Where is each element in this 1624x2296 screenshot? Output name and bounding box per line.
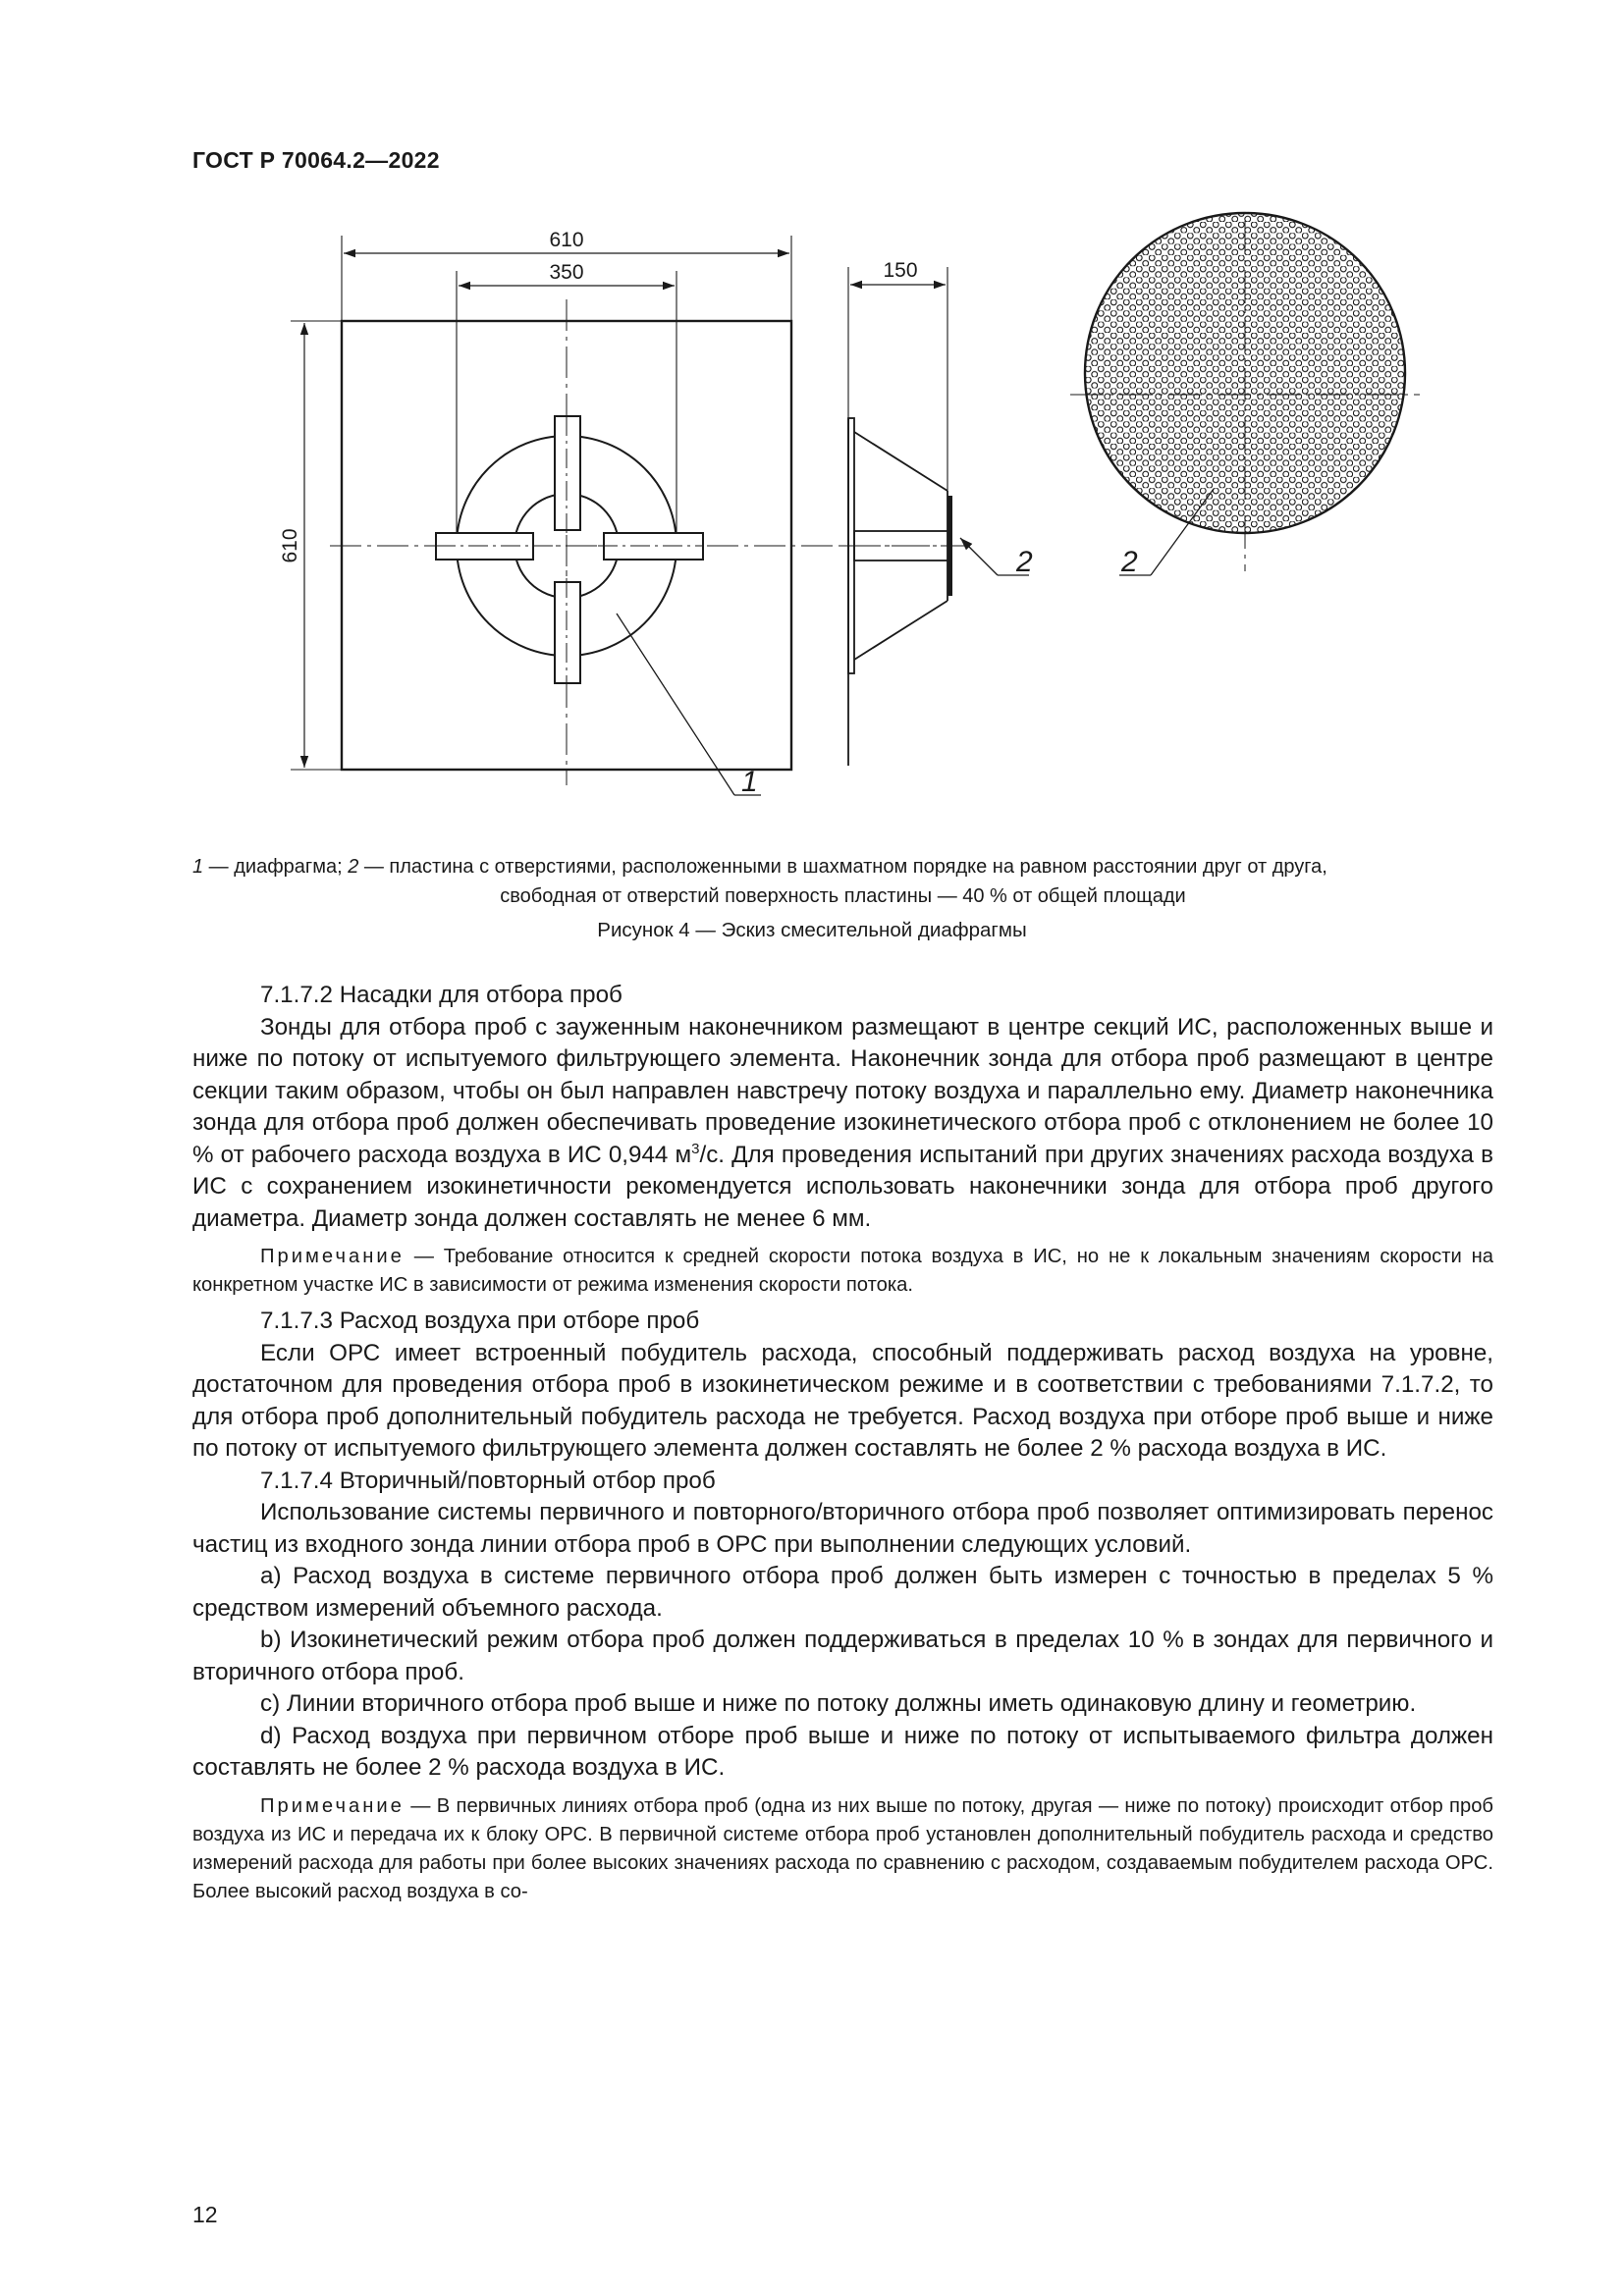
heading-7-1-7-2: 7.1.7.2 Насадки для отбора проб bbox=[260, 982, 623, 1008]
legend-num-2: 2 bbox=[348, 856, 359, 878]
dim-150: 150 bbox=[883, 259, 918, 282]
list-item-b: b) Изокинетический режим отбора проб должен поддерживаться в пределах 10 % в зондах для первичного и вторичного отбора проб. bbox=[192, 1627, 1493, 1685]
figure-legend: 1 — диафрагма; 2 — пластина с отверстиями, расположенными в шахматном порядке на равном расстоянии друг от друга, свободная от отверстий поверхность пластины — 40 % от общей площади bbox=[192, 856, 1327, 907]
callout-1: 1 bbox=[741, 766, 758, 798]
page-number: 12 bbox=[192, 2202, 218, 2227]
callout-2-disc: 2 bbox=[1121, 546, 1138, 578]
para-7-1-7-2: Зонды для отбора проб с зауженным наконечником размещают в центре секций ИС, расположенных выше и ниже по потоку от испытуемого фильтрующего элемента. Наконечник зонда для отбора проб размещают в центре секции таким образом, чтобы он был направлен навстречу потоку воздуха и параллельно ему. Диаметр наконечника зонда для отбора проб должен обеспечивать проведение изокинетического отбора проб с отклонением не более 10 % от рабочего расхода воздуха в ИС 0,944 $м^3/с$. Для проведения испытаний при других значениях расхода воздуха в ИС с сохранением изокинетичности рекомендуется использовать наконечники зонда для отбора проб другого диаметра. Диаметр зонда должен составлять не менее 6 мм. bbox=[192, 1013, 1494, 1232]
mixing-orifice-drawing bbox=[0, 0, 1624, 854]
para-7-1-7-3: Если ОРС имеет встроенный побудитель расхода, способный поддерживать расход воздуха на уровне, достаточном для проведения отбора проб в изокинетическом режиме и в соответствии с требованиями 7.1.7.2, то для отбора проб дополнительный побудитель расхода не требуется. Расход воздуха при отборе проб выше и ниже по потоку от испытуемого фильтрующего элемента должен составлять не более 2 % расхода воздуха в ИС. bbox=[192, 1339, 1493, 1462]
dim-610-left: 610 bbox=[279, 528, 301, 563]
heading-7-1-7-3: 7.1.7.3 Расход воздуха при отборе проб bbox=[260, 1308, 700, 1334]
dim-610-top: 610 bbox=[549, 229, 584, 251]
note-7-1-7-4: Примечание — В первичных линиях отбора проб (одна из них выше по потоку, другая — ниже по потоку) происходит отбор проб воздуха из ИС и передача их к блоку ОРС. В первичной системе отбора проб установлен дополнительный побудитель расхода и средство измерений расхода для работы при более высоких значениях расхода по сравнению с расходом, создаваемым побудителем расхода ОРС. Более высокий расход воздуха в со- bbox=[192, 1794, 1493, 1902]
legend-num-1: 1 bbox=[192, 856, 204, 878]
para-7-1-7-4: Использование системы первичного и повторного/вторичного отбора проб позволяет оптимизировать перенос частиц из входного зонда линии отбора проб в ОРС при выполнении следующих условий. bbox=[192, 1499, 1493, 1558]
list-item-d: d) Расход воздуха при первичном отборе проб выше и ниже по потоку от испытываемого фильтра должен составлять не более 2 % расхода воздуха в ИС. bbox=[192, 1722, 1493, 1781]
heading-7-1-7-4: 7.1.7.4 Вторичный/повторный отбор проб bbox=[260, 1467, 716, 1494]
body-text bbox=[192, 980, 1493, 1912]
callout-2-side: 2 bbox=[1016, 546, 1033, 578]
note-7-1-7-2: Примечание — Требование относится к средней скорости потока воздуха в ИС, но не к локальным значениям скорости на конкретном участке ИС в зависимости от режима изменения скорости потока. bbox=[192, 1246, 1493, 1296]
dim-350: 350 bbox=[549, 261, 584, 284]
standard-header: ГОСТ Р 70064.2—2022 bbox=[192, 147, 440, 173]
figure-caption: Рисунок 4 — Эскиз смесительной диафрагмы bbox=[597, 919, 1027, 941]
list-item-c: c) Линии вторичного отбора проб выше и ниже по потоку должны иметь одинаковую длину и геометрию. bbox=[260, 1690, 1417, 1717]
list-item-a: a) Расход воздуха в системе первичного отбора проб должен быть измерен с точностью в пределах 5 % средством измерений объемного расхода. bbox=[192, 1563, 1493, 1622]
